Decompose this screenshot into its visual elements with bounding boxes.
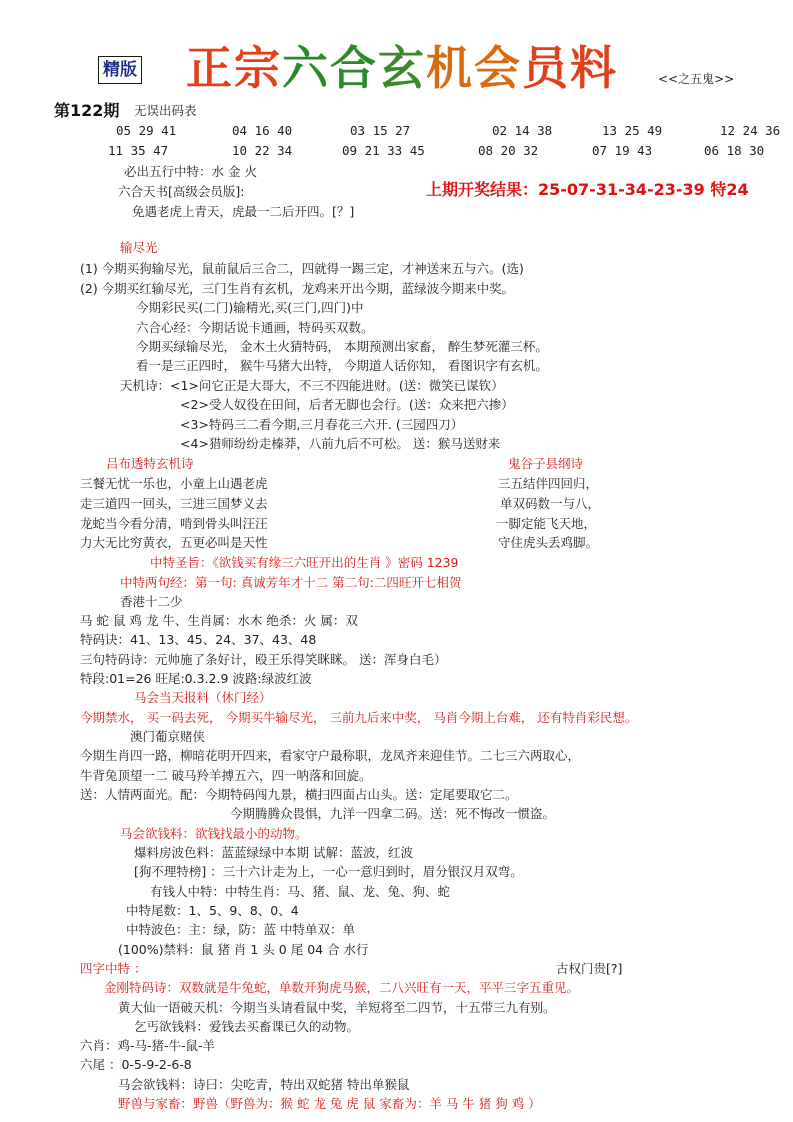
yeshou-line: 野兽与家畜：野兽（野兽为：猴 蛇 龙 兔 虎 鼠 家畜为：羊 马 牛 猪 狗 鸡 ） bbox=[118, 1096, 541, 1111]
num-r1-c3: 03 15 27 bbox=[350, 123, 411, 138]
page-title bbox=[186, 38, 618, 98]
tianshu-text: 免遇老虎上青天，虎最一二后开四。[？] bbox=[132, 204, 355, 219]
issue-subtitle: 无误出码表 bbox=[134, 103, 197, 118]
num-r1-c4: 02 14 38 bbox=[492, 123, 553, 138]
poem-left-4: 力大无比穷黄衣，五更必叫是天性 bbox=[80, 535, 268, 550]
sj-line-7: 天机诗：<1>问它正是大哥大，不三不四能进财。(送：微笑已谋钦） bbox=[120, 378, 504, 393]
zhongte-shengzhi: 中特圣旨：《欲钱买有缘三六旺开出的生肖 》密码 1239 bbox=[150, 555, 459, 570]
poem-right-2: 单双码数一与八， bbox=[500, 496, 601, 511]
temajue-line: 特码诀：41、13、45、24、37、43、48 bbox=[80, 632, 317, 647]
sj-line-6: 看一是三正四时， 猴牛马猪大出特， 今期道人话你知， 看图识字有玄机。 bbox=[136, 358, 548, 373]
poem-left-1: 三餐无忧一乐也，小童上山遇老虎 bbox=[80, 476, 268, 491]
sj-line-2: (2) 今期买红输尽光，三门生肖有玄机，龙鸡来开出今期，蓝绿波今期来中奖。 bbox=[80, 281, 515, 296]
poem-right-3: 一脚定能飞天地， bbox=[496, 516, 597, 531]
poem-right-1: 三五结伴四回归， bbox=[498, 476, 599, 491]
num-r1-c2: 04 16 40 bbox=[232, 123, 293, 138]
sj-line-4: 六合心经：今期话说卡通画，特码买双数。 bbox=[136, 320, 374, 335]
num-r2-c3: 09 21 33 45 bbox=[342, 143, 425, 158]
mahui-shi-line: 马会欲钱料：诗曰：尖吃青，特出双蛇猪 特出单猴鼠 bbox=[118, 1077, 410, 1092]
last-draw-result: 上期开奖结果：25-07-31-34-23-39 特24 bbox=[426, 180, 749, 199]
jinshui-line: 今期禁水， 买一码去死， 今期买牛输尽光， 三前九后来中奖， 马肖今期上台难， 还有特肖彩民想。 bbox=[80, 710, 638, 725]
sj-line-1: (1) 今期买狗输尽光，鼠前鼠后三合二，四就得一踢三定，才神送来五与六。(选) bbox=[80, 261, 524, 276]
num-r2-c4: 08 20 32 bbox=[478, 143, 539, 158]
hk-label: 香港十二少 bbox=[120, 594, 183, 609]
num-r2-c2: 10 22 34 bbox=[232, 143, 293, 158]
poem-left-3: 龙蛇当今看分清，啃到骨头叫汪汪 bbox=[80, 516, 268, 531]
aomen-line-1: 今期生肖四一路，柳暗花明开四来，看家守户最称职，龙凤齐来迎佳节。二七三六两取心， bbox=[80, 748, 581, 763]
tianshu-label: 六合天书[高级会员版]: bbox=[118, 184, 245, 199]
sizi-label: 四字中特 ： bbox=[80, 961, 147, 976]
liangju-jing: 中特两句经：第一句: 真诚芳年才十二 第二句:二四旺开七相贺 bbox=[120, 575, 462, 590]
sj-line-5: 今期买绿输尽光， 金木土火猜特码， 本期预测出家畜， 醉生梦死灌三杯。 bbox=[136, 339, 548, 354]
section-guigu: 鬼谷子县纲诗 bbox=[508, 456, 584, 471]
sj-line-10: <4>猎师纷纷走榛莽，八前九后不可松。 送：猴马送财来 bbox=[180, 436, 501, 451]
subtitle: <<之五鬼>> bbox=[658, 72, 735, 86]
issue-number: 第122期 bbox=[54, 101, 120, 120]
aomen-label: 澳门葡京赌侠 bbox=[130, 729, 206, 744]
liuwei-line: 六尾 ：0-5-9-2-6-8 bbox=[80, 1057, 192, 1072]
bose-line: 中特波色：主：绿，防：蓝 中特单双：单 bbox=[126, 922, 355, 937]
section-lvbu: 吕布透特玄机诗 bbox=[106, 456, 194, 471]
aomen-line-2: 牛背兔顶望一二 破马羚羊搏五六，四一呐落和回旋。 bbox=[80, 768, 372, 783]
num-r2-c5: 07 19 43 bbox=[592, 143, 653, 158]
guquan-label: 古权门贵[?] bbox=[556, 961, 623, 976]
liuxiao-line: 六肖：鸡-马-猪-牛-鼠-羊 bbox=[80, 1038, 216, 1053]
title-char: 会 bbox=[474, 41, 522, 95]
wuxing-line: 必出五行中特：水 金 火 bbox=[124, 164, 257, 179]
mahui-yuqian: 马会欲钱料：欲钱找最小的动物。 bbox=[120, 826, 308, 841]
num-r1-c1: 05 29 41 bbox=[116, 123, 177, 138]
jinliao-line: (100%)禁料：鼠 猪 肖 1 头 0 尾 04 合 水行 bbox=[118, 942, 369, 957]
jingang-line: 金刚特码诗：双数就是牛兔蛇，单数开狗虎马猴，二八兴旺有一天，平平三字五重见。 bbox=[104, 980, 580, 995]
mahui-label: 马会当天报料（休门经） bbox=[134, 690, 272, 705]
num-r2-c1: 11 35 47 bbox=[108, 143, 169, 158]
title-char: 六 bbox=[282, 41, 330, 95]
baoliao-line: 爆料房波色料：蓝蓝绿绿中本期 试解：蓝波，红波 bbox=[134, 845, 413, 860]
aomen-line-4: 今期腾腾众畏惧，九洋一四拿二码。送：死不悔改一惯盗。 bbox=[230, 806, 556, 821]
poem-left-2: 走三道四一回头，三进三国梦义去 bbox=[80, 496, 268, 511]
qigai-line: 乞丐欲钱料：爱钱去买畜课已久的动物。 bbox=[134, 1019, 360, 1034]
num-r1-c5: 13 25 49 bbox=[602, 123, 663, 138]
huangdaxian-line: 黄大仙一语破天机：今期当头请看鼠中奖，羊短将至二四节，十五带三九有别。 bbox=[118, 1000, 556, 1015]
aomen-line-3: 送：人情两面光。配：今期特码闯九景，横扫四面占山头。送：定尾要取它二。 bbox=[80, 787, 518, 802]
shengxiao-line: 马 蛇 鼠 鸡 龙 牛、生肖属：水木 绝杀：火 属：双 bbox=[80, 613, 358, 628]
title-char: 机 bbox=[426, 41, 474, 95]
gouzhong-line: [狗不理特榜] ：三十六计走为上，一心一意归到时，眉分银汉月双弯。 bbox=[134, 864, 523, 879]
sanju-line: 三句特码诗：元帅施了条好计，殴王乐得笑眯眯。 送：浑身白毛） bbox=[80, 652, 447, 667]
sj-line-8: <2>受人奴役在田间，后者无脚也会行。(送：众来把六掺） bbox=[180, 397, 514, 412]
num-r1-c6: 12 24 36 bbox=[720, 123, 781, 138]
title-char: 玄 bbox=[378, 41, 426, 95]
teduan-line: 特段:01=26 旺尾:0.3.2.9 波路:绿波红波 bbox=[80, 671, 312, 686]
edition-badge: 精版 bbox=[98, 56, 142, 84]
title-char: 宗 bbox=[234, 41, 282, 95]
num-r2-c6: 06 18 30 bbox=[704, 143, 765, 158]
title-char: 料 bbox=[570, 41, 618, 95]
title-char: 合 bbox=[330, 41, 378, 95]
sj-line-9: <3>特码三二看今期,三月春花三六开. (三园四刀） bbox=[180, 417, 464, 432]
section-shujinguang: 输尽光 bbox=[120, 240, 158, 255]
title-char: 员 bbox=[522, 41, 570, 95]
poem-right-4: 守住虎头丢鸡脚。 bbox=[498, 535, 599, 550]
weishu-line: 中特尾数：1、5、9、8、0、4 bbox=[126, 903, 299, 918]
sj-line-3: 今期彩民买(二门)输精光,买(三门,四门)中 bbox=[136, 300, 364, 315]
title-char: 正 bbox=[186, 41, 234, 95]
youqian-line: 有钱人中特：中特生肖：马、猪、鼠、龙、兔、狗、蛇 bbox=[150, 884, 451, 899]
